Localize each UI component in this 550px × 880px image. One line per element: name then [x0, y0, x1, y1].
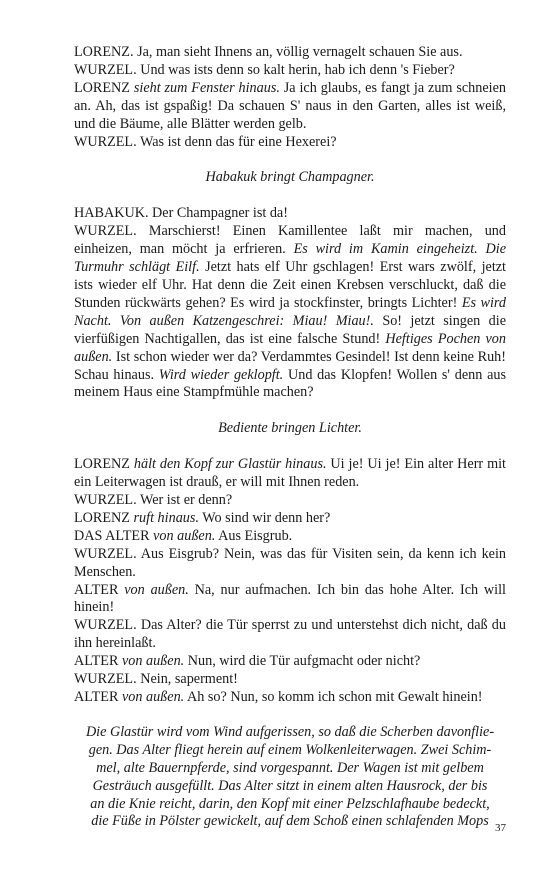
- speech: Ist schon wieder wer da? Verdammtes Gesindel! Ist denn keine Ruh! Schau hinaus.: [74, 348, 506, 383]
- speech: Und was ists denn so kalt herin, hab ich denn 's Fieber?: [136, 61, 455, 78]
- stage-direction-centered: Habakuk bringt Champagner.: [205, 169, 375, 186]
- dialogue-line: [74, 671, 506, 689]
- speech: Nun, wird die Tür aufgmacht oder nicht?: [184, 653, 421, 670]
- dialogue-line: [74, 510, 506, 528]
- stage-direction: von außen.: [118, 689, 185, 705]
- dialogue-line: [74, 617, 506, 653]
- spacer: [74, 707, 506, 724]
- spacer: [74, 438, 506, 456]
- speaker: LORENZ: [74, 456, 130, 473]
- dialogue-line: [74, 582, 506, 618]
- speech: Aus Eisgrub? Nein, was das für Visiten sein, da kenn ich kein Menschen.: [74, 545, 506, 580]
- dialogue-line: [74, 223, 506, 402]
- stage-direction: von außen.: [118, 581, 189, 598]
- dialogue-line: [74, 689, 506, 707]
- stage-direction-line: die Füße in Pölster gewickelt, auf dem Schoß einen schlafenden Mops: [91, 813, 489, 830]
- stage-direction: Es wird im Kamin eingeheizt. Die Turmuhr schlägt Eilf.: [74, 241, 506, 276]
- speech: Und das Klopfen! Wollen s' denn aus meinem Haus eine Stampfmühle machen?: [74, 366, 506, 401]
- page-body: [74, 44, 506, 831]
- stage-direction: von außen.: [118, 653, 185, 670]
- speech: Ah so? Nun, so komm ich schon mit Gewalt hinein!: [184, 689, 483, 705]
- stage-direction: sieht zum Fenster hinaus.: [129, 79, 280, 96]
- speech: Jetzt hats elf Uhr gschlagen! Erst wars zwölf, jetzt ists wieder elf Uhr. Hat denn die Zeit einen Krebsen verschluckt, daß die Stunden rückwärts gehen? Es wird ja stockfinster, bringts Lichter!: [74, 259, 506, 311]
- dialogue-line: [74, 62, 506, 80]
- speech: Ja ich glaubs, es fangt ja zum schneien an. Ah, das ist gspaßig! Da schauen S' naus in den Garten, alles ist weiß, und die Bäume, alle Blätter werden gelb.: [74, 79, 506, 132]
- speech: Das Alter? die Tür sperrst zu und unterstehst dich nicht, daß du ihn hereinlaßt.: [74, 617, 506, 652]
- page-number: 37: [495, 822, 506, 834]
- speaker: ALTER: [74, 689, 119, 705]
- stage-direction: ruft hinaus.: [129, 509, 199, 526]
- spacer: [74, 151, 506, 169]
- speaker: HABAKUK.: [74, 205, 149, 222]
- dialogue-line: [74, 546, 506, 582]
- speech: Ui je! Ui je! Ein alter Herr mit ein Leiterwagen ist drauß, er will mit Ihnen reden.: [74, 456, 506, 491]
- speech: So! jetzt singen die vierfüßigen Nachtigallen, das ist eine falsche Stund!: [74, 312, 506, 347]
- dialogue-line: [74, 653, 506, 671]
- speaker: WURZEL.: [74, 492, 137, 509]
- speaker: WURZEL.: [74, 223, 137, 240]
- speech: Nein, saperment!: [136, 671, 238, 688]
- speech: Was ist denn das für eine Hexerei?: [136, 133, 337, 150]
- speech: Marschierst! Einen Kamillentee laßt mir machen, und einheizen, man möcht ja erfrieren.: [74, 223, 506, 258]
- stage-direction-line: Die Glastür wird vom Wind aufgerissen, so daß die Scherben davonflie-: [85, 723, 495, 740]
- stage-direction: von außen.: [149, 527, 216, 544]
- stage-direction-line: mel, alte Bauernpferde, sind vorgespannt. Der Wagen ist mit gelbem: [96, 759, 484, 776]
- speaker: WURZEL.: [74, 671, 137, 688]
- dialogue-line: [74, 80, 506, 134]
- stage-direction-line: Gesträuch ausgefüllt. Das Alter sitzt in einem alten Hausrock, der bis: [92, 777, 488, 794]
- stage-direction-centered: Bediente bringen Lichter.: [218, 420, 362, 437]
- speaker: LORENZ: [74, 79, 130, 96]
- speaker: ALTER: [74, 581, 119, 598]
- closing-stage-direction: [74, 724, 506, 831]
- stage-direction-line: an die Knie reicht, darin, den Kopf mit einer Pelzschlafhaube bedeckt,: [90, 795, 490, 812]
- speaker: WURZEL.: [74, 617, 137, 634]
- speaker: WURZEL.: [74, 61, 137, 78]
- spacer: [74, 187, 506, 205]
- stage-direction: Es wird Nacht. Von außen Katzengeschrei: Miau! Miau!.: [74, 294, 506, 329]
- speech: Wer ist er denn?: [136, 492, 233, 509]
- spacer: [74, 402, 506, 420]
- dialogue-line: [74, 492, 506, 510]
- speaker: WURZEL.: [74, 133, 137, 150]
- speech: Ja, man sieht Ihnens an, völlig vernagelt schauen Sie aus.: [133, 44, 463, 60]
- dialogue-line: [74, 456, 506, 492]
- dialogue-line: [74, 528, 506, 546]
- stage-direction: Heftiges Pochen von außen.: [74, 330, 506, 365]
- speaker: WURZEL.: [74, 545, 137, 562]
- speaker: DAS ALTER: [74, 527, 150, 544]
- stage-direction: Wird wieder geklopft.: [158, 366, 284, 383]
- speech: Aus Eisgrub.: [215, 527, 293, 544]
- speaker: LORENZ.: [74, 44, 134, 60]
- dialogue-line: [74, 205, 506, 223]
- speaker: ALTER: [74, 653, 119, 670]
- stage-direction: hält den Kopf zur Glastür hinaus.: [129, 456, 327, 473]
- dialogue-line: [74, 134, 506, 152]
- stage-direction-line: gen. Das Alter fliegt herein auf einem Wolkenleiterwagen. Zwei Schim-: [88, 741, 492, 758]
- speaker: LORENZ: [74, 509, 130, 526]
- speech: Wo sind wir denn her?: [198, 509, 331, 526]
- speech: Der Champagner ist da!: [148, 205, 288, 222]
- speech: Na, nur aufmachen. Ich bin das hohe Alter. Ich will hinein!: [74, 581, 506, 616]
- dialogue-line: [74, 44, 506, 62]
